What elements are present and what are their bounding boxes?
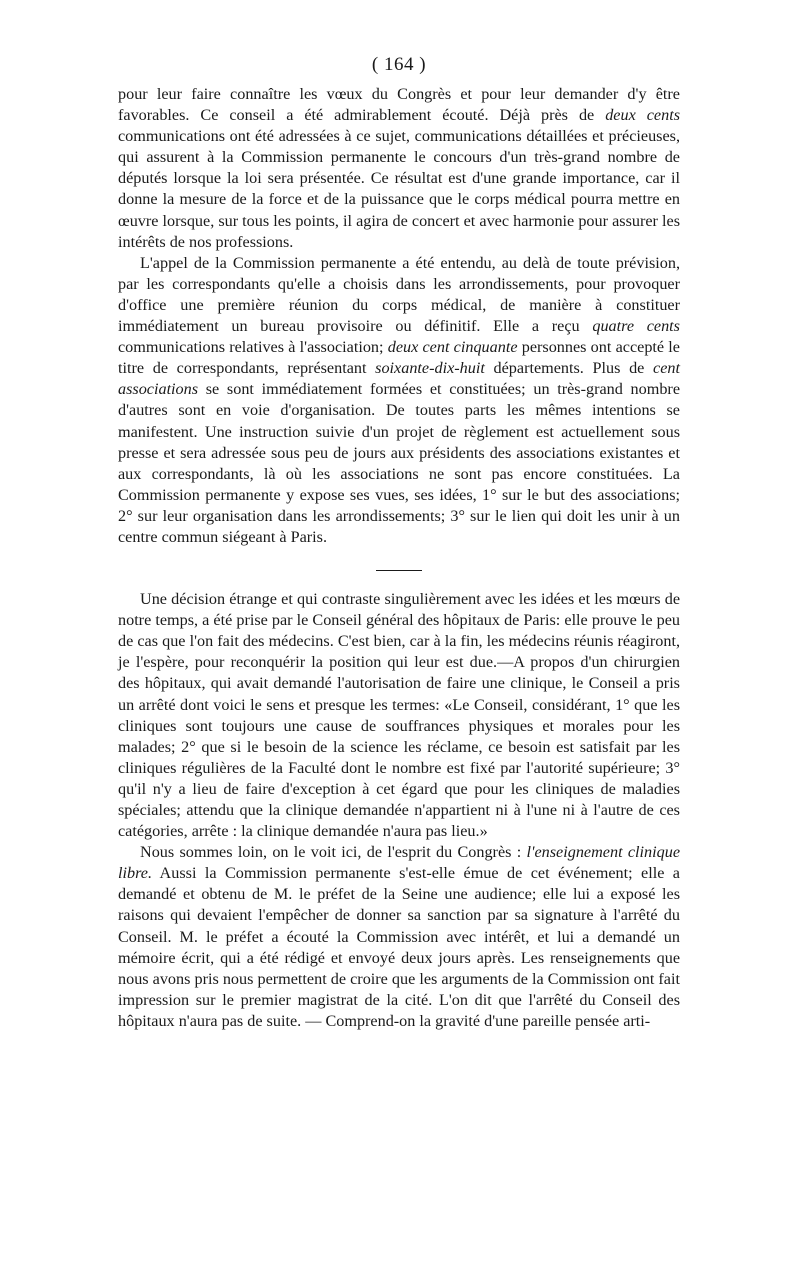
text-run: pour leur faire connaître les vœux du Congrès et pour leur demander d'y être favorables. Ce conseil a été admirablement écouté. Déjà près de	[118, 85, 680, 125]
text-run: départements. Plus de	[484, 359, 654, 378]
page-number: ( 164 )	[371, 54, 427, 75]
text-run: communications relatives à l'association;	[118, 338, 388, 357]
book-page	[118, 52, 680, 1032]
paragraph-2	[118, 253, 680, 548]
text-run: se sont immédiatement formées et constituées; un très-grand nombre d'autres sont en voie d'organisation. De toutes parts les mêmes intentions se manifestent. Une instruction suivie d'un projet de règlement est actuellement sous presse et sera adressée sous peu de jours aux présidents des associations existantes et aux correspondants, là où les associations ne sont pas encore constituées. La Commission permanente y expose ses vues, ses idées, 1° sur le but des associations; 2° sur leur organisation dans les arrondissements; 3° sur le lien qui doit les unir à un centre commun siégeant à Paris.	[118, 380, 680, 546]
text-run: personnes ont accepté le titre de correspondants, représentant	[118, 338, 680, 378]
text-run: Aussi la Commission permanente s'est-elle émue de cet événement; elle a demandé et obtenu de M. le préfet de la Seine une audience; elle lui a exposé les raisons qui devaient l'empêcher de donner sa sanction par sa signature à l'arrêté du Conseil. M. le préfet a écouté la Commission avec intérêt, et lui a demandé un mémoire écrit, qui a été rédigé et envoyé deux jours après. Les renseignements que nous avons pris nous permettent de croire que les arguments de la Commission ont fait impression sur le premier magistrat de la cité. L'on dit que l'arrêté du Conseil des hôpitaux n'aura pas de suite. — Comprend-on la gravité d'une pareille pensée arti-	[118, 864, 680, 1030]
italic-text-run: soixante-dix-huit	[375, 359, 485, 378]
paragraph-3	[118, 589, 680, 842]
paragraph-1	[118, 84, 680, 253]
text-run: communications ont été adressées à ce sujet, communications détaillées et précieuses, qui assurent à la Commission permanente le concours d'un très-grand nombre de députés lorsque la loi sera présentée. Ce résultat est d'une grande importance, car il donne la mesure de la force et de la puissance que le corps médical pourra mettre en œuvre lorsque, sur tous les points, il agira de concert et avec harmonie pour assurer les intérêts de nos professions.	[118, 127, 680, 251]
italic-text-run: deux cents	[605, 106, 680, 125]
text-run: Nous sommes loin, on le voit ici, de l'esprit du Congrès :	[140, 843, 527, 862]
section-divider	[376, 570, 422, 571]
italic-text-run: quatre cents	[592, 317, 680, 336]
paragraph-4	[118, 842, 680, 1032]
text-run: L'appel de la Commission permanente a été entendu, au delà de toute prévision, par les correspondants qu'elle a choisis dans les arrondissements, pour provoquer d'office une première réunion du corps médical, de manière à constituer immédiatement un bureau provisoire ou définitif. Elle a reçu	[118, 253, 680, 336]
italic-text-run: l'enseignement clinique libre.	[118, 843, 681, 883]
italic-text-run: cent associations	[118, 359, 680, 399]
text-run: Une décision étrange et qui contraste singulièrement avec les idées et les mœurs de notre temps, a été prise par le Conseil général des hôpitaux de Paris: elle prouve le peu de cas que l'on fait des médecins. C'est bien, car à la fin, les médecins réunis réagiront, je l'espère, pour reconquérir la position qui leur est due.—A propos d'un chirurgien des hôpitaux, qui avait demandé l'autorisation de faire une clinique, le Conseil a pris un arrêté dont voici le sens et presque les termes: «Le Conseil, considérant, 1° que les cliniques sont toujours une cause de souffrances physiques et morales pour les malades; 2° que si le besoin de la science les réclame, ce besoin est satisfait par les cliniques régulières de la Faculté dont le nombre est fixé par l'autorité supérieure; 3° qu'il n'y a lieu de faire d'exception à cet égard que pour les cliniques de maladies spéciales; attendu que la clinique demandée n'appartient ni à l'une ni à l'autre de ces catégories, arrête : la clinique demandée n'aura pas lieu.»	[118, 590, 680, 841]
italic-text-run: deux cent cinquante	[387, 338, 518, 357]
